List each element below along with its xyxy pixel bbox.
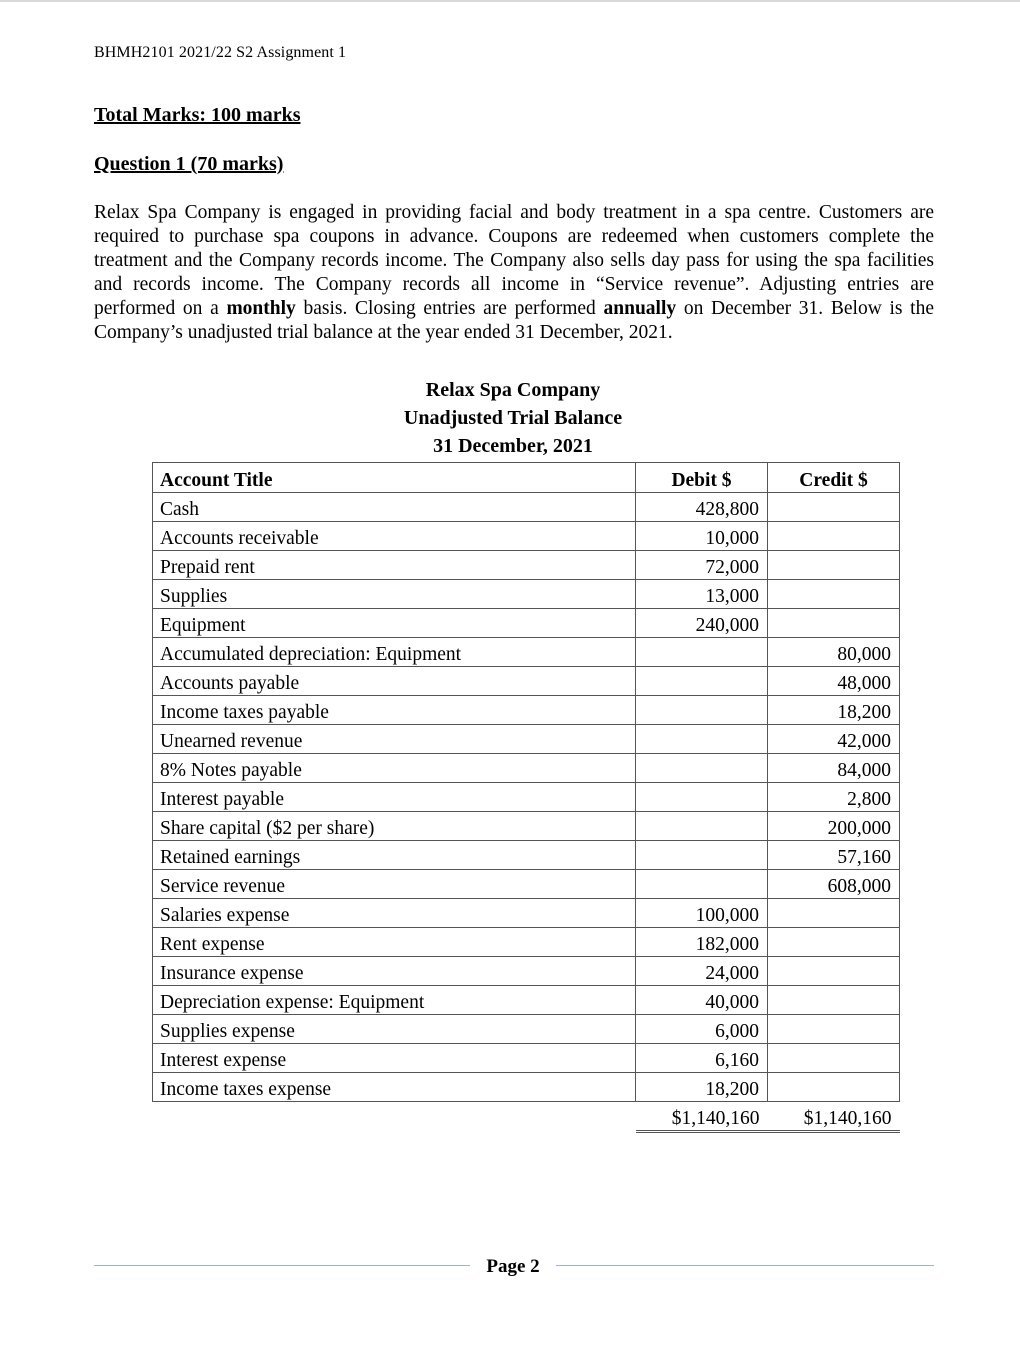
- table-row: [153, 725, 900, 754]
- total-credit: $1,140,160: [768, 1102, 900, 1132]
- table-row: [153, 638, 900, 667]
- debit-cell: 240,000: [636, 609, 768, 638]
- debit-cell: 182,000: [636, 928, 768, 957]
- table-row: [153, 870, 900, 899]
- credit-cell: [768, 551, 900, 580]
- trial-balance-body: [153, 493, 900, 1102]
- credit-cell: [768, 1015, 900, 1044]
- account-title-cell: Income taxes payable: [153, 696, 636, 725]
- account-title-cell: Supplies: [153, 580, 636, 609]
- table-row: [153, 1044, 900, 1073]
- credit-cell: [768, 609, 900, 638]
- account-title-cell: Salaries expense: [153, 899, 636, 928]
- debit-cell: [636, 812, 768, 841]
- debit-cell: 13,000: [636, 580, 768, 609]
- debit-cell: [636, 841, 768, 870]
- account-title-cell: 8% Notes payable: [153, 754, 636, 783]
- totals-row: [153, 1102, 900, 1132]
- credit-cell: 608,000: [768, 870, 900, 899]
- page-number: Page 2: [486, 1256, 540, 1277]
- debit-cell: 72,000: [636, 551, 768, 580]
- table-row: [153, 493, 900, 522]
- column-header-credit: Credit $: [768, 463, 900, 493]
- account-title-cell: Cash: [153, 493, 636, 522]
- table-row: [153, 783, 900, 812]
- document-header: BHMH2101 2021/22 S2 Assignment 1: [94, 44, 347, 61]
- debit-cell: 18,200: [636, 1073, 768, 1102]
- credit-cell: [768, 957, 900, 986]
- debit-cell: 40,000: [636, 986, 768, 1015]
- account-title-cell: Retained earnings: [153, 841, 636, 870]
- debit-cell: [636, 783, 768, 812]
- intro-emphasis-monthly: monthly: [226, 298, 296, 319]
- account-title-cell: Interest payable: [153, 783, 636, 812]
- table-row: [153, 551, 900, 580]
- account-title-cell: Service revenue: [153, 870, 636, 899]
- account-title-cell: Accounts payable: [153, 667, 636, 696]
- account-title-cell: Accounts receivable: [153, 522, 636, 551]
- account-title-cell: Supplies expense: [153, 1015, 636, 1044]
- total-debit: $1,140,160: [636, 1102, 768, 1132]
- footer-rule-right: [556, 1265, 934, 1266]
- debit-cell: [636, 725, 768, 754]
- credit-cell: [768, 493, 900, 522]
- credit-cell: 57,160: [768, 841, 900, 870]
- table-row: [153, 754, 900, 783]
- table-row: [153, 928, 900, 957]
- credit-cell: 200,000: [768, 812, 900, 841]
- debit-cell: 6,000: [636, 1015, 768, 1044]
- table-row: [153, 609, 900, 638]
- company-name: Relax Spa Company: [425, 379, 601, 401]
- table-row: [153, 986, 900, 1015]
- credit-cell: 42,000: [768, 725, 900, 754]
- question-title: Question 1 (70 marks): [94, 153, 284, 175]
- credit-cell: 18,200: [768, 696, 900, 725]
- credit-cell: [768, 580, 900, 609]
- account-title-cell: Share capital ($2 per share): [153, 812, 636, 841]
- credit-cell: 84,000: [768, 754, 900, 783]
- trial-balance-table: [152, 462, 900, 1133]
- table-row: [153, 667, 900, 696]
- account-title-cell: Rent expense: [153, 928, 636, 957]
- table-row: [153, 812, 900, 841]
- credit-cell: 80,000: [768, 638, 900, 667]
- account-title-cell: Equipment: [153, 609, 636, 638]
- account-title-cell: Interest expense: [153, 1044, 636, 1073]
- intro-text-3: on December 31. Below is the Company’s unadjusted trial balance at the year ended 31 December, 2021.: [94, 298, 934, 343]
- debit-cell: [636, 754, 768, 783]
- trial-balance-heading: [300, 376, 726, 460]
- debit-cell: 428,800: [636, 493, 768, 522]
- column-header-account: Account Title: [153, 463, 636, 493]
- debit-cell: 24,000: [636, 957, 768, 986]
- question-intro-paragraph: [94, 201, 934, 345]
- table-header-row: [153, 463, 900, 493]
- debit-cell: [636, 870, 768, 899]
- account-title-cell: Income taxes expense: [153, 1073, 636, 1102]
- intro-text-2: basis. Closing entries are performed: [295, 298, 604, 319]
- account-title-cell: Prepaid rent: [153, 551, 636, 580]
- statement-title: Unadjusted Trial Balance: [403, 407, 623, 429]
- account-title-cell: Insurance expense: [153, 957, 636, 986]
- credit-cell: [768, 1073, 900, 1102]
- table-row: [153, 696, 900, 725]
- column-header-debit: Debit $: [636, 463, 768, 493]
- table-row: [153, 580, 900, 609]
- intro-emphasis-annually: annually: [603, 298, 677, 319]
- table-row: [153, 1073, 900, 1102]
- debit-cell: [636, 667, 768, 696]
- debit-cell: 6,160: [636, 1044, 768, 1073]
- credit-cell: [768, 1044, 900, 1073]
- footer-rule-left: [94, 1265, 470, 1266]
- credit-cell: [768, 899, 900, 928]
- account-title-cell: Depreciation expense: Equipment: [153, 986, 636, 1015]
- intro-text-1: Relax Spa Company is engaged in providing facial and body treatment in a spa centre. Customers are required to purchase spa coupons in advance. Coupons are redeemed when customers complete the treatment and the Company records income. The Company also sells day pass for using the spa facilities and records income. The Company records all income in “Service revenue”. Adjusting entries are performed on a: [94, 202, 934, 319]
- top-page-edge: [0, 0, 1020, 2]
- credit-cell: 2,800: [768, 783, 900, 812]
- credit-cell: 48,000: [768, 667, 900, 696]
- debit-cell: 100,000: [636, 899, 768, 928]
- debit-cell: 10,000: [636, 522, 768, 551]
- credit-cell: [768, 522, 900, 551]
- total-marks-heading: Total Marks: 100 marks: [94, 104, 301, 126]
- table-row: [153, 957, 900, 986]
- debit-cell: [636, 638, 768, 667]
- credit-cell: [768, 928, 900, 957]
- totals-spacer: [153, 1102, 636, 1132]
- statement-date: 31 December, 2021: [433, 435, 593, 457]
- table-row: [153, 841, 900, 870]
- credit-cell: [768, 986, 900, 1015]
- table-row: [153, 1015, 900, 1044]
- table-row: [153, 522, 900, 551]
- account-title-cell: Accumulated depreciation: Equipment: [153, 638, 636, 667]
- account-title-cell: Unearned revenue: [153, 725, 636, 754]
- debit-cell: [636, 696, 768, 725]
- table-row: [153, 899, 900, 928]
